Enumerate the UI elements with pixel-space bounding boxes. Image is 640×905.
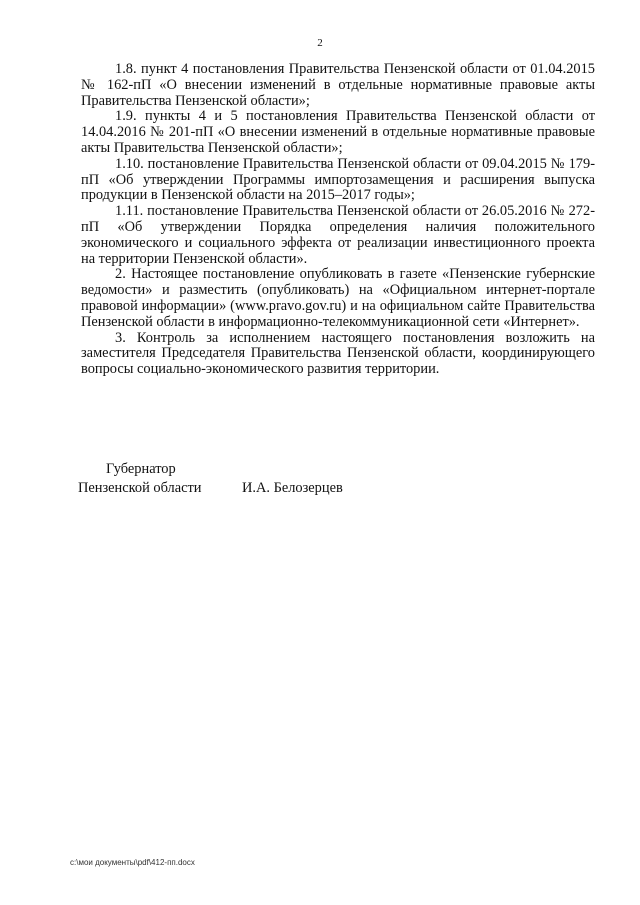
- signer-title-line2: Пензенской области: [78, 480, 202, 496]
- document-body: [81, 62, 595, 378]
- page-number: 2: [317, 37, 323, 49]
- paragraph-1-10: 1.10. постановление Правительства Пензенской области от 09.04.2015 № 179-пП «Об утверждении Программы импортозамещения и расширения выпуска продукции в Пензенской области на 2015–2017 годы»;: [81, 155, 595, 204]
- paragraph-2: 2. Настоящее постановление опубликовать в газете «Пензенские губернские ведомости» и разместить (опубликовать) на «Официальном интернет-портале правовой информации» (www.pravo.gov.ru) и на официальном сайте Правительства Пензенской области в информационно-телекоммуникационной сети «Интернет».: [81, 266, 595, 330]
- paragraph-1-9: 1.9. пункты 4 и 5 постановления Правительства Пензенской области от 14.04.2016 № 201-пП «О внесении изменений в отдельные нормативные правовые акты Правительства Пензенской области»;: [81, 108, 595, 156]
- paragraph-3: 3. Контроль за исполнением настоящего постановления возложить на заместителя Председателя Правительства Пензенской области, координирующего вопросы социально-экономического развития территории.: [81, 329, 595, 378]
- signer-name: И.А. Белозерцев: [242, 480, 343, 496]
- signer-title-line1: Губернатор: [106, 461, 176, 477]
- footer-file-path: c:\мои документы\pdf\412-пп.docx: [70, 858, 195, 867]
- paragraph-1-8: 1.8. пункт 4 постановления Правительства Пензенской области от 01.04.2015 № 162-пП «О внесении изменений в отдельные нормативные правовые акты Правительства Пензенской области»;: [81, 61, 595, 109]
- paragraph-1-11: 1.11. постановление Правительства Пензенской области от 26.05.2016 № 272-пП «Об утверждении Порядка определения наличия положительного экономического и социального эффекта от реализации инвестиционного проекта на территории Пензенской области».: [81, 203, 595, 267]
